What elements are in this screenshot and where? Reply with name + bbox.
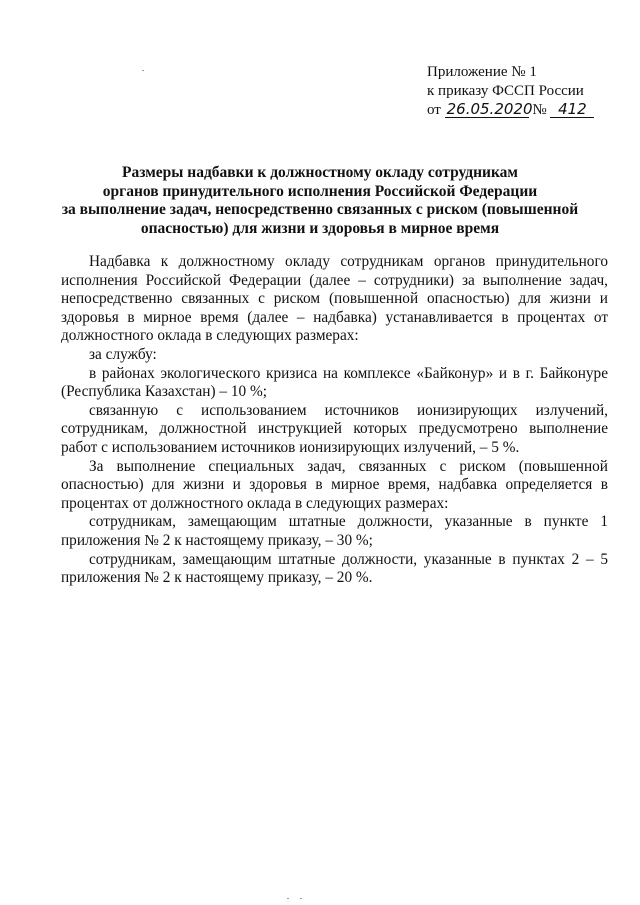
document-title xyxy=(60,164,580,238)
order-date-number-line xyxy=(427,100,594,120)
scan-speck xyxy=(287,898,289,899)
order-reference: к приказу ФССП России xyxy=(427,82,584,99)
paragraph-service: за службу: xyxy=(89,345,157,363)
handwritten-order-number: 412 xyxy=(550,100,594,119)
handwritten-date: 26.05.2020 xyxy=(446,100,533,118)
paragraph-radiation: связанную с использованием источников ионизирующих излучений, сотрудникам, должностной инструкцией которых предусмотрено выполнение работ с использованием источников ионизирующих излучений, – 5 %. xyxy=(61,401,608,456)
document-body xyxy=(61,253,608,588)
scan-speck xyxy=(300,898,302,899)
date-prefix: от xyxy=(427,102,441,118)
number-label: № xyxy=(532,102,547,118)
paragraph-intro: Надбавка к должностному окладу сотрудникам органов принудительного исполнения Российской Федерации (далее – сотрудники) за выполнение задач, непосредственно связанных с риском (повышенной опасностью) для жизни и здоровья в мирное время (далее – надбавка) устанавливается в процентах от должностного оклада в следующих размерах: xyxy=(61,253,608,345)
title-line: органов принудительного исполнения Российской Федерации xyxy=(102,182,538,200)
title-line: за выполнение задач, непосредственно связанных с риском (повышенной xyxy=(61,201,579,218)
title-line: опасностью) для жизни и здоровья в мирное время xyxy=(140,219,500,237)
paragraph-items-2-5: сотрудникам, замещающим штатные должности, указанные в пунктах 2 – 5 приложения № 2 к настоящему приказу, – 20 %. xyxy=(61,550,608,587)
appendix-header xyxy=(427,63,594,120)
title-line: Размеры надбавки к должностному окладу сотрудникам xyxy=(122,164,518,181)
paragraph-baikonur: в районах экологического кризиса на комплексе «Байконур» и в г. Байконуре (Республика Казахстан) – 10 %; xyxy=(61,364,608,401)
appendix-number: Приложение № 1 xyxy=(427,64,537,80)
paragraph-special-tasks: За выполнение специальных задач, связанных с риском (повышенной опасностью) для жизни и здоровья в мирное время, надбавка определяется в процентах от должностного оклада в следующих размерах: xyxy=(61,457,608,512)
paragraph-item-1: сотрудникам, замещающим штатные должности, указанные в пункте 1 приложения № 2 к настоящему приказу, – 30 %; xyxy=(61,513,608,549)
scan-speck xyxy=(142,70,144,71)
